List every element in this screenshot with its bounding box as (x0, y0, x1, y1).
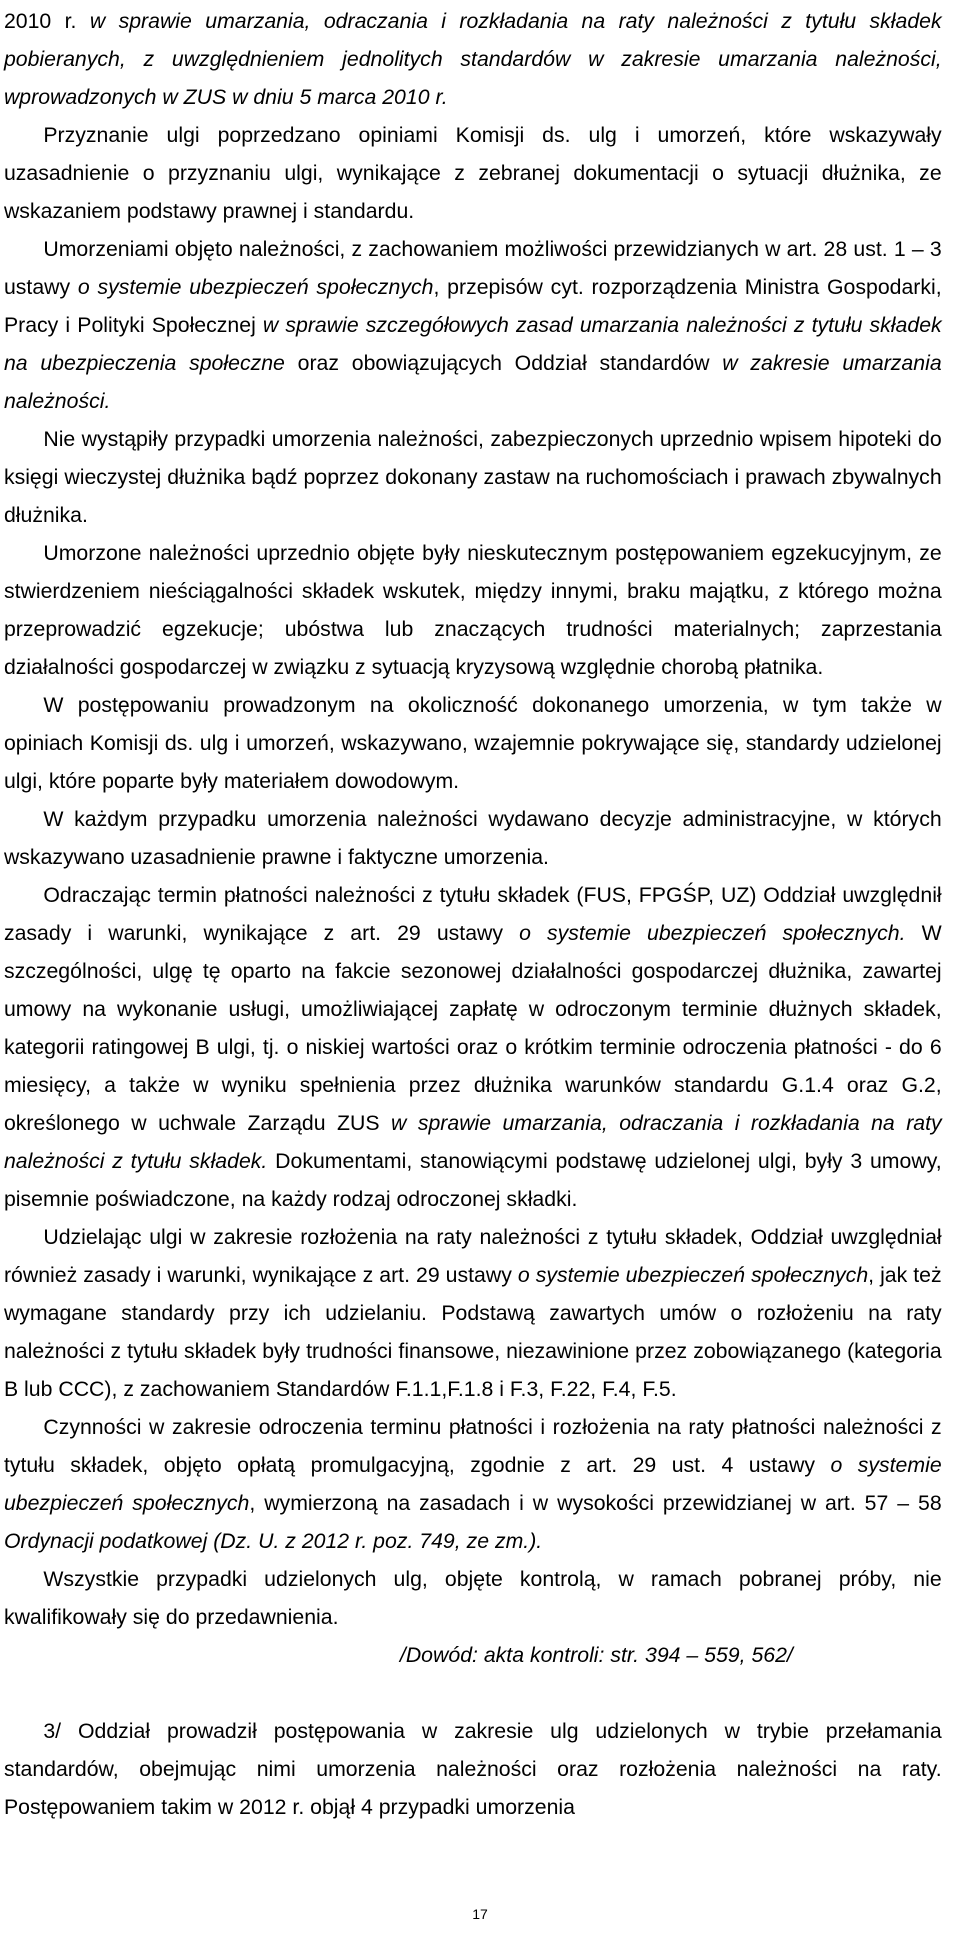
paragraph-1: Przyznanie ulgi poprzedzano opiniami Komisji ds. ulg i umorzeń, które wskazywały uzasadnienie o przyznaniu ulgi, wynikające z zebranej dokumentacji o sytuacji dłużnika, ze wskazaniem podstawy prawnej i standardu. (3, 122, 942, 223)
italic-run: o systemie ubezpieczeń społecznych (77, 274, 434, 299)
italic-run: o systemie ubezpieczeń społecznych. (519, 920, 906, 945)
text-run: Odraczając termin płatności należności z tytułu składek (FUS, FPGŚP, UZ) Oddział uwzględnił zasady i warunki, wynikające z art. 29 ustawy (3, 882, 942, 945)
text-run: Udzielając ulgi w zakresie rozłożenia na raty należności z tytułu składek, Oddział uwzględniał również zasady i warunki, wynikające z art. 29 ustawy (3, 1224, 942, 1287)
text-run: Dokumentami, stanowiącymi podstawę udzielonej ulgi, były 3 umowy, pisemnie poświadczone, na każdy rodzaj odroczonej składki. (3, 1148, 942, 1211)
paragraph-3: Nie wystąpiły przypadki umorzenia należności, zabezpieczonych uprzednio wpisem hipoteki do księgi wieczystej dłużnika bądź poprzez dokonany zastaw na ruchomościach i prawach zbywalnych dłużnika. (3, 426, 942, 527)
paragraph-8 (4, 1218, 942, 1408)
italic-run: Ordynacji podatkowej (Dz. U. z 2012 r. poz. 749, ze zm.). (3, 1528, 543, 1553)
paragraph-9 (4, 1408, 942, 1560)
text-run: , jak też wymagane standardy przy ich udzielaniu. Podstawą zawartych umów o rozłożeniu na raty należności z tytułu składek były trudności finansowe, niezawinione przez zobowiązanego (kategoria B lub CCC), z zachowaniem Standardów F.1.1,F.1.8 i F.3, F.22, F.4, F.5. (3, 1262, 942, 1401)
text-run: , wymierzoną na zasadach i w wysokości przewidzianej w art. 57 – 58 (249, 1490, 942, 1515)
paragraph-10: Wszystkie przypadki udzielonych ulg, objęte kontrolą, w ramach pobranej próby, nie kwalifikowały się do przedawnienia. (3, 1566, 942, 1629)
italic-run: w sprawie szczegółowych zasad umarzania należności z tytułu składek na ubezpieczenia społeczne (3, 312, 942, 375)
blank-line (4, 1674, 942, 1712)
paragraph-11: 3/ Oddział prowadził postępowania w zakresie ulg udzielonych w trybie przełamania standardów, obejmując nimi umorzenia należności oraz rozłożenia należności na raty. Postępowaniem takim w 2012 r. objął 4 przypadki umorzenia (3, 1718, 942, 1819)
evidence-reference (4, 1636, 942, 1674)
text-run: W szczególności, ulgę tę oparto na fakcie sezonowej działalności gospodarczej dłużnika, zawartej umowy na wykonanie usługi, umożliwiającej zapłatę w odroczonym terminie dłużnych składek, kategorii ratingowej B ulgi, tj. o niskiej wartości oraz o krótkim terminie odroczenia płatności - do 6 miesięcy, a także w wyniku spełnienia przez dłużnika warunków standardu G.1.4 oraz G.2, określonego w uchwale Zarządu ZUS (3, 920, 942, 1135)
page-number: 17 (472, 1906, 488, 1922)
text-run: , przepisów cyt. rozporządzenia Ministra Gospodarki, Pracy i Polityki Społecznej (3, 274, 942, 337)
paragraph-7 (4, 876, 942, 1218)
paragraph-2 (4, 230, 942, 420)
italic-run: o systemie ubezpieczeń społecznych (517, 1262, 869, 1287)
text-run: Umorzeniami objęto należności, z zachowaniem możliwości przewidzianych w art. 28 ust. 1 – 3 ustawy (3, 236, 942, 299)
text-run: oraz obowiązujących Oddział standardów (284, 350, 723, 375)
italic-run: /Dowód: akta kontroli: str. 394 – 559, 562/ (399, 1642, 793, 1667)
italic-run: w sprawie umarzania, odraczania i rozkładania na raty należności z tytułu składek pobieranych, z uwzględnieniem jednolitych standardów w zakresie umarzania należności, wprowadzonych w ZUS w dniu 5 marca 2010 r. (3, 8, 942, 109)
italic-run: w sprawie umarzania, odraczania i rozkładania na raty należności z tytułu składek. (3, 1110, 942, 1173)
text-run: Czynności w zakresie odroczenia terminu płatności i rozłożenia na raty płatności należności z tytułu składek, objęto opłatą promulgacyjną, zgodnie z art. 29 ust. 4 ustawy (3, 1414, 942, 1477)
paragraph-0 (4, 2, 942, 116)
italic-run: w zakresie umarzania należności. (3, 350, 942, 413)
paragraph-6: W każdym przypadku umorzenia należności wydawano decyzje administracyjne, w których wskazywano uzasadnienie prawne i faktyczne umorzenia. (3, 806, 942, 869)
paragraph-5: W postępowaniu prowadzonym na okoliczność dokonanego umorzenia, w tym także w opiniach Komisji ds. ulg i umorzeń, wskazywano, wzajemnie pokrywające się, standardy udzielonej ulgi, które poparte były materiałem dowodowym. (3, 692, 942, 793)
italic-run: o systemie ubezpieczeń społecznych (3, 1452, 942, 1515)
paragraph-4: Umorzone należności uprzednio objęte były nieskutecznym postępowaniem egzekucyjnym, ze stwierdzeniem nieściągalności składek wskutek, między innymi, braku majątku, z którego można przeprowadzić egzekucje; ubóstwa lub znaczących trudności materialnych; zaprzestania działalności gospodarczej w związku z sytuacją kryzysową względnie chorobą płatnika. (3, 540, 942, 679)
text-run: 2010 r. (3, 8, 90, 33)
